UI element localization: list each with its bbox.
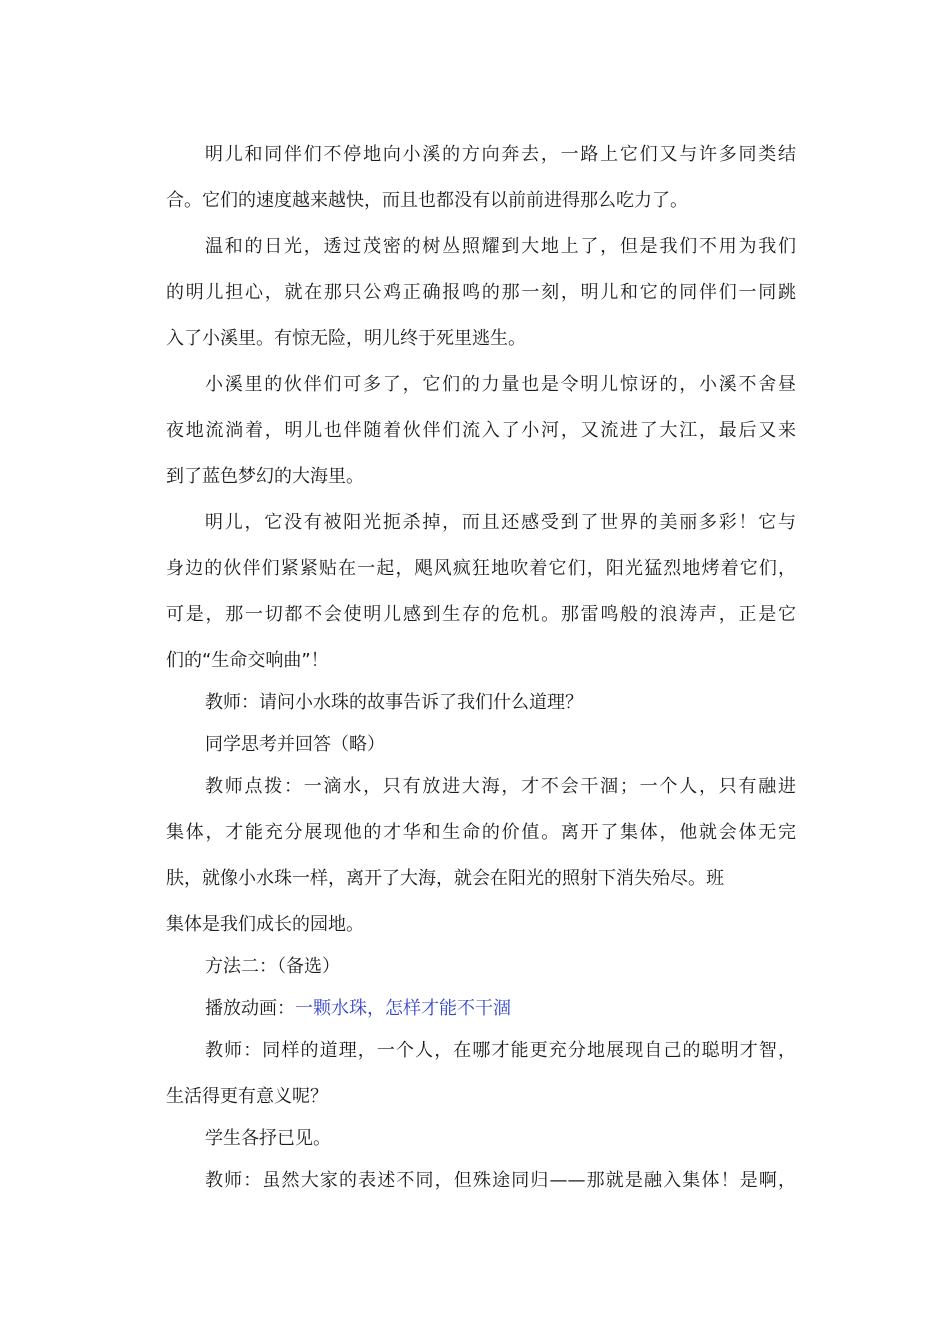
text-line: 生活得更有意义呢？ [166,1086,328,1107]
text-line: 教师：请问小水珠的故事告诉了我们什么道理？ [205,692,583,713]
text-line: 的明儿担心，就在那只公鸡正确报鸣的那一刻，明儿和它的同伴们一同跳 [166,282,796,303]
text-line: 学生各抒已见。 [205,1128,331,1149]
text-line: 肤，就像小水珠一样，离开了大海，就会在阳光的照射下消失殆尽。班 [166,868,724,889]
text-line: 明儿和同伴们不停地向小溪的方向奔去，一路上它们又与许多同类结 [205,144,796,165]
text-line: 集体是我们成长的园地。 [166,914,364,935]
animation-title-link[interactable]: 一颗水珠，怎样才能不干涸 [295,998,511,1019]
text-line: 教师：同样的道理，一个人，在哪才能更充分地展现自己的聪明才智， [205,1040,796,1061]
text-line: 合。它们的速度越来越快，而且也都没有以前前进得那么吃力了。 [166,190,688,211]
text-line: 同学思考并回答（略） [205,734,385,755]
text-line: 教师点拨：一滴水，只有放进大海，才不会干涸；一个人，只有融进 [205,776,796,797]
text-line: 明儿，它没有被阳光扼杀掉，而且还感受到了世界的美丽多彩！它与 [205,512,796,533]
text-line [205,997,796,1021]
text-line: 方法二：（备选） [205,956,340,977]
text-line: 小溪里的伙伴们可多了，它们的力量也是令明儿惊讶的，小溪不舍昼 [205,374,796,395]
text-line: 可是，那一切都不会使明儿感到生存的危机。那雷鸣般的浪涛声，正是它 [166,604,796,625]
text-line: 集体，才能充分展现他的才华和生命的价值。离开了集体，他就会体无完 [166,822,796,843]
text-line: 们的“生命交响曲”！ [166,650,329,671]
text-line: 身边的伙伴们紧紧贴在一起，飓风疯狂地吹着它们，阳光猛烈地烤着它们， [166,558,796,579]
text-line: 到了蓝色梦幻的大海里。 [166,466,364,487]
text-line: 温和的日光，透过茂密的树丛照耀到大地上了，但是我们不用为我们 [205,236,796,257]
text-line: 夜地流淌着，明儿也伴随着伙伴们流入了小河，又流进了大江，最后又来 [166,420,796,441]
label-text: 播放动画： [205,998,295,1019]
text-line: 教师：虽然大家的表述不同，但殊途同归——那就是融入集体！是啊， [205,1170,796,1191]
text-line: 入了小溪里。有惊无险，明儿终于死里逃生。 [166,328,526,349]
